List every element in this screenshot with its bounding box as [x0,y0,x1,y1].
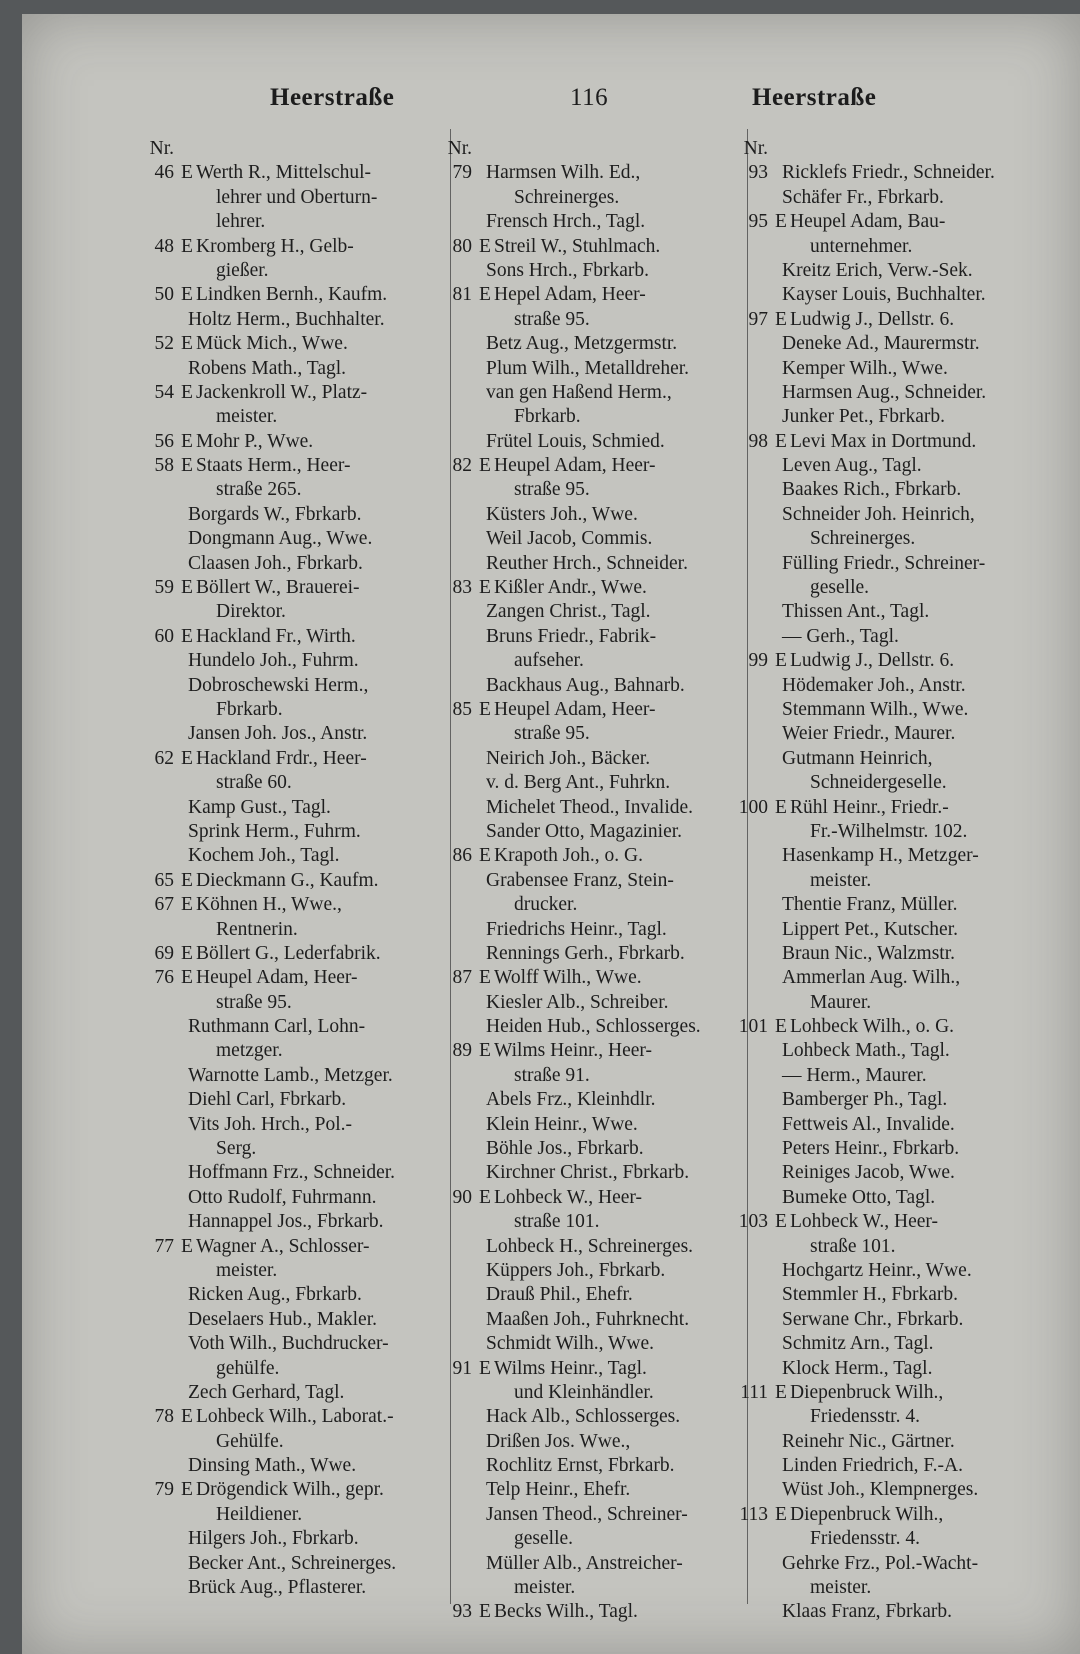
resident-text: Thissen Ant., Tagl. [782,601,930,623]
resident-text: Müller Alb., Anstreicher- [486,1552,683,1574]
resident-text: Böllert G., Lederfabrik. [196,942,381,964]
house-number: 95 [748,211,768,233]
house-number: 65 [154,869,174,891]
resident-text: Schreinerges. [810,528,916,550]
resident-text: Direktor. [216,601,286,623]
resident-text: Gutmann Heinrich, [782,747,933,769]
resident-text: Klaas Franz, Fbrkarb. [782,1601,953,1623]
resident-text: Rennings Gerh., Fbrkarb. [486,942,685,964]
resident-text: Hackland Frdr., Heer- [196,747,367,769]
resident-text: Streil W., Stuhlmach. [494,235,661,257]
resident-text: Ludwig J., Dellstr. 6. [790,650,955,672]
resident-text: Lohbeck Math., Tagl. [782,1040,950,1062]
house-number: 56 [154,430,174,452]
resident-text: Thentie Franz, Müller. [782,894,958,916]
house-number: Nr. [743,138,768,159]
owner-marker: E [479,455,491,477]
resident-text: Böhle Jos., Fbrkarb. [486,1138,644,1160]
resident-text: Kochem Joh., Tagl. [188,845,340,867]
page-number: 116 [570,84,609,111]
resident-text: Frensch Hrch., Tagl. [486,211,646,233]
owner-marker: E [775,308,787,330]
resident-text: Zangen Christ., Tagl. [486,601,651,623]
resident-text: Hundelo Joh., Fuhrm. [188,650,359,672]
resident-text: Harmsen Aug., Schneider. [782,381,987,403]
owner-marker: E [775,211,787,233]
house-number: 85 [452,698,472,720]
resident-text: Harmsen Wilh. Ed., [486,162,641,184]
resident-text: Dieckmann G., Kaufm. [196,869,379,891]
resident-text: Hackland Fr., Wirth. [196,625,356,647]
owner-marker: E [775,1211,787,1233]
house-number: 97 [748,308,768,330]
resident-text: Serwane Chr., Fbrkarb. [782,1308,964,1330]
owner-marker: E [181,577,193,599]
resident-text: Neirich Joh., Bäcker. [486,747,651,769]
house-number: 93 [452,1601,472,1623]
resident-text: Schreinerges. [514,186,620,208]
resident-text: Küsters Joh., Wwe. [486,503,638,525]
resident-text: Diehl Carl, Fbrkarb. [188,1089,347,1111]
resident-text: Rochlitz Ernst, Fbrkarb. [486,1455,675,1477]
house-number: 80 [452,235,472,257]
house-number: 101 [738,1016,768,1038]
owner-marker: E [775,1503,787,1525]
resident-text: Drauß Phil., Ehefr. [486,1284,633,1306]
resident-text: Fbrkarb. [514,406,581,428]
resident-text: Ruthmann Carl, Lohn- [188,1016,366,1038]
resident-text: meister. [810,869,872,891]
resident-text: Jansen Theod., Schreiner- [486,1503,688,1525]
resident-text: Küppers Joh., Fbrkarb. [486,1259,666,1281]
resident-text: Friedensstr. 4. [810,1528,920,1550]
resident-text: Klock Herm., Tagl. [782,1357,933,1379]
resident-text: Drißen Jos. Wwe., [486,1430,631,1452]
resident-text: Baakes Rich., Fbrkarb. [782,479,962,501]
house-number: 91 [452,1357,472,1379]
house-number: 60 [154,625,174,647]
house-number: 82 [452,455,472,477]
resident-text: Friedrichs Heinr., Tagl. [486,918,667,940]
resident-text: Kiesler Alb., Schreiber. [486,991,669,1013]
resident-text: Heupel Adam, Bau- [790,211,946,233]
resident-text: Sander Otto, Magazinier. [486,820,683,842]
resident-text: gießer. [216,259,269,281]
resident-text: geselle. [810,577,870,599]
resident-text: Hack Alb., Schlosserges. [486,1406,681,1428]
resident-text: Kißler Andr., Wwe. [494,577,647,599]
resident-text: straße 95. [514,723,590,745]
owner-marker: E [181,869,193,891]
street-header-left: Heerstraße [270,84,395,111]
resident-text: straße 95. [514,308,590,330]
resident-text: Gehrke Frz., Pol.-Wacht- [782,1552,979,1574]
resident-text: Michelet Theod., Invalide. [486,796,694,818]
resident-text: Telp Heinr., Ehefr. [486,1479,631,1501]
house-number: 77 [154,1235,174,1257]
resident-text: drucker. [514,894,578,916]
resident-text: Schneider Joh. Heinrich, [782,503,975,525]
resident-text: Lohbeck Wilh., o. G. [790,1016,955,1038]
resident-text: Kamp Gust., Tagl. [188,796,331,818]
resident-text: Robens Math., Tagl. [188,357,347,379]
resident-text: Heupel Adam, Heer- [196,967,358,989]
owner-marker: E [775,796,787,818]
resident-text: geselle. [514,1528,574,1550]
resident-text: Hepel Adam, Heer- [494,284,646,306]
resident-text: Maaßen Joh., Fuhrknecht. [486,1308,690,1330]
resident-text: Wolff Wilh., Wwe. [494,967,642,989]
resident-text: Stemmann Wilh., Wwe. [782,698,969,720]
resident-text: Weil Jacob, Commis. [486,528,653,550]
resident-text: Ludwig J., Dellstr. 6. [790,308,955,330]
resident-text: Deneke Ad., Maurermstr. [782,333,980,355]
house-number: 90 [452,1186,472,1208]
resident-text: Holtz Herm., Buchhalter. [188,308,385,330]
resident-text: Lohbeck W., Heer- [790,1211,938,1233]
house-number: 83 [452,577,472,599]
resident-text: Lippert Pet., Kutscher. [782,918,959,940]
resident-text: Lindken Bernh., Kaufm. [196,284,388,306]
resident-text: Heildiener. [216,1503,303,1525]
street-header-right: Heerstraße [752,84,877,111]
owner-marker: E [181,1235,193,1257]
resident-text: Reiniges Jacob, Wwe. [782,1162,955,1184]
owner-marker: E [479,284,491,306]
house-number: 62 [154,747,174,769]
resident-text: Kromberg H., Gelb- [196,235,354,257]
house-number: 79 [452,162,472,184]
resident-text: Lohbeck W., Heer- [494,1186,642,1208]
house-number: 89 [452,1040,472,1062]
resident-text: Warnotte Lamb., Metzger. [188,1064,393,1086]
resident-text: unternehmer. [810,235,913,257]
resident-text: aufseher. [514,650,584,672]
resident-text: Dongmann Aug., Wwe. [188,528,373,550]
resident-text: straße 95. [216,991,292,1013]
resident-text: Ricken Aug., Fbrkarb. [188,1284,362,1306]
house-number: Nr. [149,138,174,159]
house-number: 87 [452,967,472,989]
resident-text: Deselaers Hub., Makler. [188,1308,377,1330]
resident-text: Schmidt Wilh., Wwe. [486,1333,655,1355]
resident-text: Gehülfe. [216,1430,284,1452]
resident-text: Diepenbruck Wilh., [790,1381,944,1403]
resident-text: meister. [810,1577,872,1599]
resident-text: Hochgartz Heinr., Wwe. [782,1259,972,1281]
resident-text: straße 265. [216,479,302,501]
resident-text: Wilms Heinr., Tagl. [494,1357,647,1379]
resident-text: Kemper Wilh., Wwe. [782,357,948,379]
resident-text: v. d. Berg Ant., Fuhrkn. [486,772,671,794]
owner-marker: E [181,967,193,989]
resident-text: Kirchner Christ., Fbrkarb. [486,1162,690,1184]
resident-text: Borgards W., Fbrkarb. [188,503,362,525]
resident-text: Becker Ant., Schreinerges. [188,1552,397,1574]
resident-text: — Herm., Maurer. [782,1064,927,1086]
resident-text: Ricklefs Friedr., Schneider. [782,162,995,184]
resident-text: Maurer. [810,991,872,1013]
resident-text: Staats Herm., Heer- [196,455,351,477]
house-number: 46 [154,162,174,184]
resident-text: Sprink Herm., Fuhrm. [188,820,361,842]
house-number: 69 [154,942,174,964]
resident-text: Hödemaker Joh., Anstr. [782,674,966,696]
resident-text: Dobroschewski Herm., [188,674,369,696]
house-number: 98 [748,430,768,452]
resident-text: Reinehr Nic., Gärtner. [782,1430,955,1452]
resident-text: Köhnen H., Wwe., [196,894,342,916]
owner-marker: E [479,1357,491,1379]
resident-text: lehrer. [216,211,266,233]
owner-marker: E [775,650,787,672]
resident-text: Schäfer Fr., Fbrkarb. [782,186,944,208]
owner-marker: E [181,235,193,257]
resident-text: Friedensstr. 4. [810,1406,920,1428]
resident-text: meister. [216,1259,278,1281]
resident-text: Jackenkroll W., Platz- [196,381,368,403]
owner-marker: E [181,455,193,477]
resident-text: Lohbeck H., Schreinerges. [486,1235,694,1257]
resident-text: Fettweis Al., Invalide. [782,1113,955,1135]
resident-text: Heiden Hub., Schlosserges. [486,1016,701,1038]
resident-text: Fr.-Wilhelmstr. 102. [810,820,968,842]
owner-marker: E [181,284,193,306]
resident-text: Frütel Louis, Schmied. [486,430,665,452]
resident-text: straße 101. [514,1211,600,1233]
resident-text: lehrer und Oberturn- [216,186,378,208]
resident-text: Schneidergeselle. [810,772,947,794]
resident-text: Krapoth Joh., o. G. [494,845,643,867]
owner-marker: E [181,894,193,916]
resident-text: Böllert W., Brauerei- [196,577,360,599]
resident-text: Hilgers Joh., Fbrkarb. [188,1528,359,1550]
owner-marker: E [775,1016,787,1038]
owner-marker: E [181,333,193,355]
owner-marker: E [479,577,491,599]
resident-text: straße 95. [514,479,590,501]
resident-text: metzger. [216,1040,283,1062]
resident-text: Wagner A., Schlosser- [196,1235,370,1257]
resident-text: Hasenkamp H., Metzger- [782,845,979,867]
house-number: 76 [154,967,174,989]
owner-marker: E [775,430,787,452]
directory-page [22,14,1080,1654]
owner-marker: E [181,625,193,647]
resident-text: Leven Aug., Tagl. [782,455,922,477]
owner-marker: E [181,1479,193,1501]
resident-text: Zech Gerhard, Tagl. [188,1381,345,1403]
resident-text: Lohbeck Wilh., Laborat.- [196,1406,394,1428]
owner-marker: E [181,1406,193,1428]
resident-text: Rentnerin. [216,918,298,940]
resident-text: straße 91. [514,1064,590,1086]
resident-text: van gen Haßend Herm., [486,381,672,403]
resident-text: Serg. [216,1138,257,1160]
owner-marker: E [181,747,193,769]
resident-text: straße 60. [216,772,292,794]
resident-text: Diepenbruck Wilh., [790,1503,944,1525]
owner-marker: E [479,1601,491,1623]
resident-text: Hoffmann Frz., Schneider. [188,1162,396,1184]
resident-text: Mück Mich., Wwe. [196,333,348,355]
house-number: 111 [740,1381,768,1403]
resident-text: Weier Friedr., Maurer. [782,723,956,745]
house-number: 86 [452,845,472,867]
resident-text: Claasen Joh., Fbrkarb. [188,552,363,574]
resident-text: Betz Aug., Metzgermstr. [486,333,678,355]
house-number: 59 [154,577,174,599]
house-number: 54 [154,381,174,403]
resident-text: Reuther Hrch., Schneider. [486,552,688,574]
resident-text: straße 101. [810,1235,896,1257]
resident-text: Wüst Joh., Klempnerges. [782,1479,979,1501]
resident-text: Stemmler H., Fbrkarb. [782,1284,959,1306]
house-number: 48 [154,235,174,257]
owner-marker: E [479,1040,491,1062]
house-number: 58 [154,455,174,477]
house-number: 52 [154,333,174,355]
resident-text: Ammerlan Aug. Wilh., [782,967,961,989]
resident-text: Bumeke Otto, Tagl. [782,1186,936,1208]
owner-marker: E [181,162,193,184]
resident-text: Brück Aug., Pflasterer. [188,1577,367,1599]
resident-text: Peters Heinr., Fbrkarb. [782,1138,960,1160]
resident-text: Otto Rudolf, Fuhrmann. [188,1186,377,1208]
resident-text: Sons Hrch., Fbrkarb. [486,259,650,281]
house-number: Nr. [447,138,472,159]
house-number: 67 [154,894,174,916]
resident-text: Schmitz Arn., Tagl. [782,1333,934,1355]
resident-text: Junker Pet., Fbrkarb. [782,406,946,428]
owner-marker: E [479,967,491,989]
resident-text: Wilms Heinr., Heer- [494,1040,653,1062]
resident-text: Jansen Joh. Jos., Anstr. [188,723,368,745]
resident-text: Vits Joh. Hrch., Pol.- [188,1113,353,1135]
house-number: 113 [739,1503,768,1525]
resident-text: Dinsing Math., Wwe. [188,1455,357,1477]
resident-text: Drögendick Wilh., gepr. [196,1479,384,1501]
house-number: 100 [738,796,768,818]
house-number: 78 [154,1406,174,1428]
resident-text: Plum Wilh., Metalldreher. [486,357,690,379]
house-number: 93 [748,162,768,184]
owner-marker: E [775,1381,787,1403]
resident-text: meister. [514,1577,576,1599]
resident-text: Fülling Friedr., Schreiner- [782,552,986,574]
resident-text: Abels Frz., Kleinhdlr. [486,1089,656,1111]
house-number: 99 [748,650,768,672]
resident-text: Kayser Louis, Buchhalter. [782,284,986,306]
resident-text: Grabensee Franz, Stein- [486,869,674,891]
resident-text: Bruns Friedr., Fabrik- [486,625,657,647]
owner-marker: E [181,430,193,452]
resident-text: Fbrkarb. [216,698,283,720]
house-number: 81 [452,284,472,306]
resident-text: Hannappel Jos., Fbrkarb. [188,1211,384,1233]
resident-text: und Kleinhändler. [514,1381,654,1403]
resident-text: Voth Wilh., Buchdrucker- [188,1333,389,1355]
resident-text: meister. [216,406,278,428]
owner-marker: E [181,942,193,964]
resident-text: Werth R., Mittelschul- [196,162,371,184]
resident-text: Klein Heinr., Wwe. [486,1113,638,1135]
owner-marker: E [181,381,193,403]
resident-text: Mohr P., Wwe. [196,430,314,452]
resident-text: Heupel Adam, Heer- [494,698,656,720]
resident-text: Braun Nic., Walzmstr. [782,942,955,964]
resident-text: Bamberger Ph., Tagl. [782,1089,948,1111]
house-number: 50 [154,284,174,306]
resident-text: Linden Friedrich, F.-A. [782,1455,963,1477]
resident-text: Levi Max in Dortmund. [790,430,977,452]
owner-marker: E [479,235,491,257]
resident-text: Backhaus Aug., Bahnarb. [486,674,685,696]
owner-marker: E [479,1186,491,1208]
resident-text: Rühl Heinr., Friedr.- [790,796,949,818]
resident-text: Becks Wilh., Tagl. [494,1601,638,1623]
house-number: 79 [154,1479,174,1501]
resident-text: Kreitz Erich, Verw.-Sek. [782,259,973,281]
owner-marker: E [479,698,491,720]
resident-text: — Gerh., Tagl. [782,625,899,647]
house-number: 103 [738,1211,768,1233]
owner-marker: E [479,845,491,867]
resident-text: gehülfe. [216,1357,280,1379]
resident-text: Heupel Adam, Heer- [494,455,656,477]
